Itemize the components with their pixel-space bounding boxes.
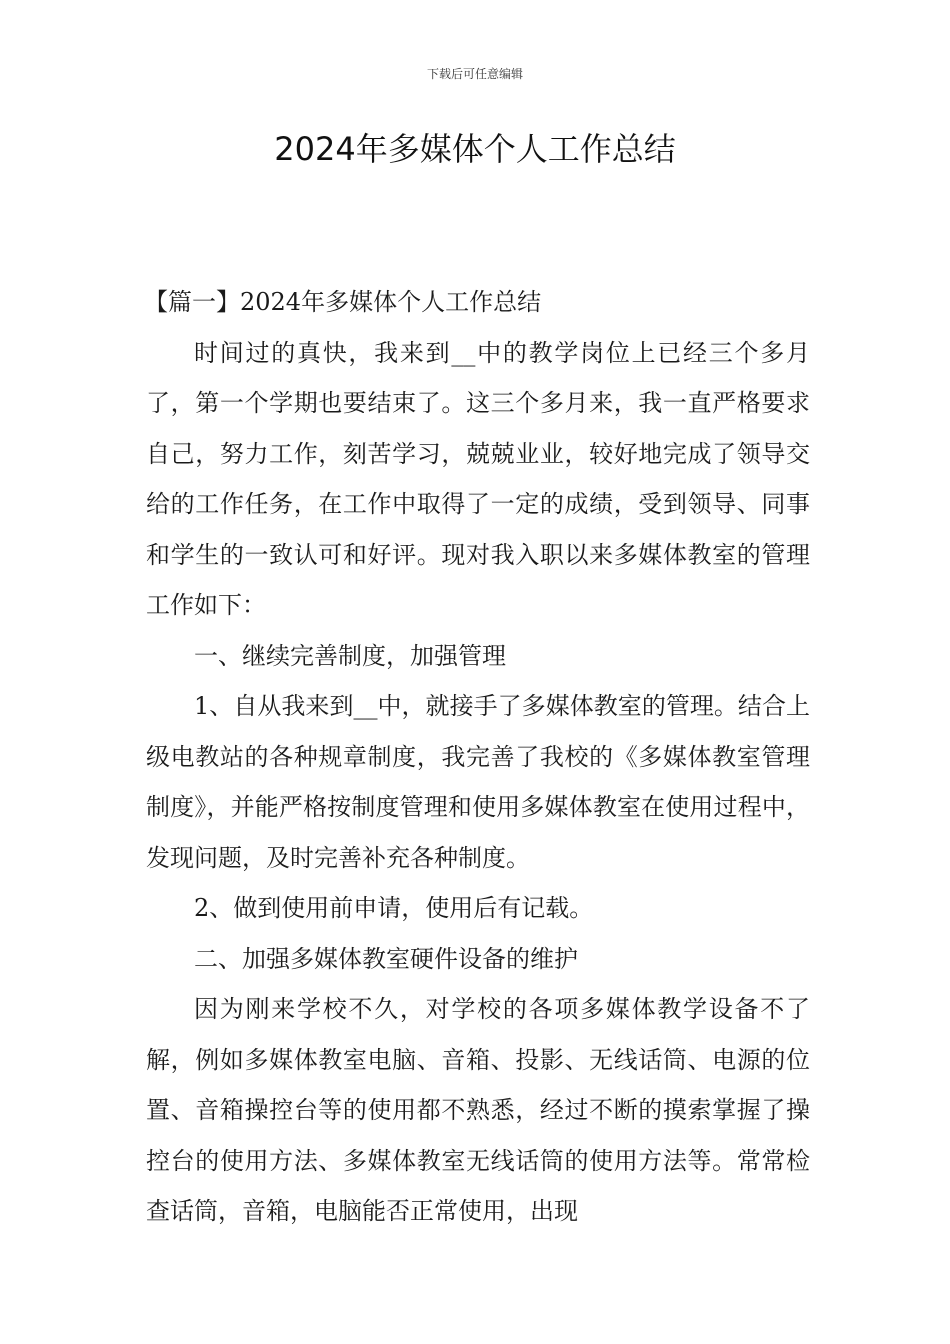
subheading-1: 一、继续完善制度，加强管理 [194,641,506,670]
section-heading: 【篇一】2024年多媒体个人工作总结 [144,288,542,316]
document-body [146,277,810,1237]
subheading-2: 二、加强多媒体教室硬件设备的维护 [194,944,578,973]
body-paragraph: 时间过的真快，我来到__中的教学岗位上已经三个多月了，第一个学期也要结束了。这三个多月来，我一直严格要求自己，努力工作，刻苦学习，兢兢业业，较好地完成了领导交给的工作任务，在工作中取得了一定的成绩，受到领导、同事和学生的一致认可和好评。现对我入职以来多媒体教室的管理工作如下： [146,338,810,619]
body-paragraph: 2、做到使用前申请，使用后有记载。 [194,894,594,922]
document-title: 2024年多媒体个人工作总结 [274,130,676,168]
body-paragraph: 1、自从我来到__中，就接手了多媒体教室的管理。结合上级电教站的各种规章制度，我完善了我校的《多媒体教室管理制度》，并能严格按制度管理和使用多媒体教室在使用过程中，发现问题，及时完善补充各种制度。 [146,692,810,872]
header-note: 下载后可任意编辑 [426,67,523,81]
body-paragraph: 因为刚来学校不久，对学校的各项多媒体教学设备不了解，例如多媒体教室电脑、音箱、投影、无线话筒、电源的位置、音箱操控台等的使用都不熟悉，经过不断的摸索掌握了操控台的使用方法、多媒体教室无线话筒的使用方法等。常常检查话筒，音箱，电脑能否正常使用，出现 [146,995,810,1225]
